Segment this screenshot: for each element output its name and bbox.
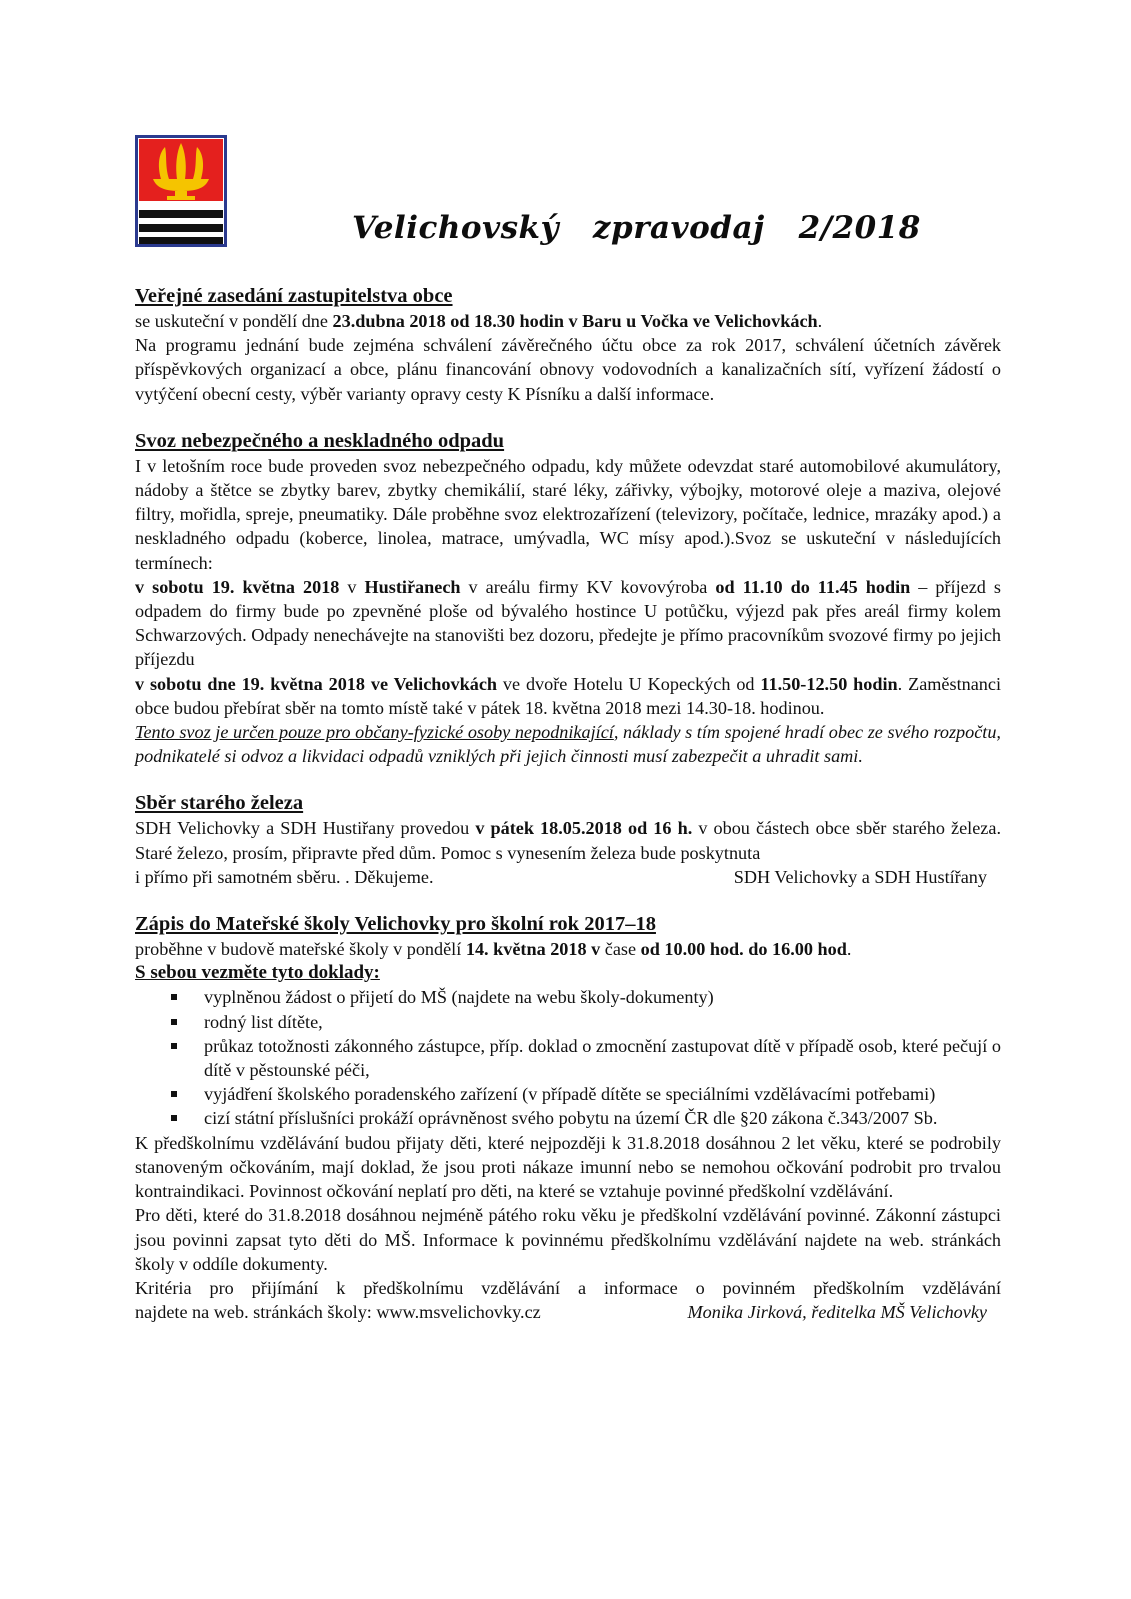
text: . bbox=[846, 939, 852, 960]
section-council-meeting bbox=[135, 283, 1001, 406]
meeting-date-line bbox=[135, 309, 1001, 333]
text: vyplněnou žádost o přijetí do MŠ (najdete na webu školy-dokumenty) bbox=[204, 987, 714, 1008]
heading-waste-collection: Svoz nebezpečného a neskladného odpadu bbox=[135, 429, 505, 452]
mandatory-preschool: Pro děti, které do 31.8.2018 dosáhnou nejméně pátého roku věku je předškolní vzdělávání povinné. Zákonní zástupci jsou povinni zapsat tyto děti do MŠ. Informace k povinnému předškolnímu vzdělávání najdete na web. stránkách školy v oddíle dokumenty. bbox=[135, 1205, 1001, 1274]
school-website-text: najdete na web. stránkách školy: www.msvelichovky.cz bbox=[135, 1302, 541, 1323]
text: v obou částech obce sběr starého železa. Staré železo, prosím, připravte před dům. Pomoc s vynesením železa bude poskytnuta bbox=[135, 818, 1001, 863]
text: . bbox=[817, 311, 823, 331]
list-item bbox=[171, 1010, 1001, 1034]
heading-scrap-iron: Sběr starého železa bbox=[135, 792, 304, 815]
section-scrap-iron bbox=[135, 790, 1001, 889]
text: 11.50-12.50 hodin bbox=[760, 673, 898, 694]
bullet-icon bbox=[171, 1043, 177, 1049]
text: 14. května 2018 v bbox=[465, 939, 601, 960]
text: v pátek 18.05.2018 od 16 h. bbox=[475, 818, 693, 839]
documents-list bbox=[135, 985, 1001, 1130]
text: cizí státní příslušníci prokáží oprávněnost svého pobytu na území ČR dle §20 zákona č.343/2007 Sb. bbox=[204, 1108, 938, 1129]
waste-intro: I v letošním roce bude proveden svoz nebezpečného odpadu, kdy můžete odevzdat staré automobilové akumulátory, nádoby a štětce se zbytky barev, zbytky chemikálií, staré léky, zářivky, výbojky, motorové oleje a maziva, olejové filtry, mořidla, spreje, pneumatiky. Dále proběhne svoz elektrozařízení (televizory, počítače, lednice, mrazáky apod.) a neskladného odpadu (koberce, linolea, matrace, umývadla, WC mísy apod.).Svoz se uskuteční v následujících termínech: bbox=[135, 455, 1001, 573]
text: čase bbox=[600, 939, 641, 960]
waste-term-hustirany bbox=[135, 575, 1001, 672]
text: ve dvoře Hotelu U Kopeckých od bbox=[497, 673, 761, 694]
thanks-text: i přímo při samotném sběru. . Děkujeme. bbox=[135, 866, 434, 887]
section-kindergarten bbox=[135, 911, 1001, 1324]
text: SDH Velichovky a SDH Hustiřany provedou bbox=[135, 818, 476, 839]
criteria-text: Kritéria pro přijímání k předškolnímu vzdělávání a informace o povinném předškolním vzdělávání bbox=[135, 1277, 1001, 1298]
text: od 10.00 hod. do 16.00 hod bbox=[640, 939, 847, 960]
bullet-icon bbox=[171, 1115, 177, 1121]
text: v areálu firmy KV kovovýroba bbox=[460, 576, 716, 597]
text: , náklady s tím spojené hradí obec ze svého rozpočtu, podnikatelé si odvoz a likvidaci odpadů vzniklých při jejich činnosti musí zabezpečit a uhradit sami. bbox=[135, 722, 1001, 767]
scrap-iron-text bbox=[135, 816, 1001, 864]
kindergarten-date bbox=[135, 937, 1001, 961]
text: vyjádření školského poradenského zařízení (v případě dítěte se speciálními vzdělávacími potřebami) bbox=[204, 1084, 936, 1105]
kindergarten-signoff bbox=[135, 1300, 1001, 1324]
scrap-iron-signoff bbox=[135, 865, 1001, 889]
text: Hustiřanech bbox=[364, 576, 461, 597]
bullet-icon bbox=[171, 994, 177, 1000]
waste-note bbox=[135, 720, 1001, 768]
signature: SDH Velichovky a SDH Hustířany bbox=[733, 866, 987, 887]
text: v sobotu dne 19. května 2018 ve Velichovkách bbox=[135, 673, 498, 694]
article-body bbox=[135, 283, 1001, 1346]
text: průkaz totožnosti zákonného zástupce, příp. doklad o zmocnění zastupovat dítě v případě osob, které pečují o dítě v pěstounské péči, bbox=[204, 1035, 1001, 1081]
text: Tento svoz je určen pouze pro občany-fyzické osoby nepodnikající bbox=[135, 722, 614, 743]
waste-term-velichovky bbox=[135, 672, 1001, 720]
text: se uskuteční v pondělí dne bbox=[135, 311, 333, 331]
bullet-icon bbox=[171, 1091, 177, 1097]
text: proběhne v budově mateřské školy v pondělí bbox=[135, 939, 466, 960]
text: rodný list dítěte, bbox=[204, 1011, 323, 1032]
coat-of-arms-icon bbox=[135, 135, 227, 247]
text: – příjezd s odpadem do firmy bude po zpevněné ploše od bývalého hostince U potůčku, výjezd pak přes areál firmy kolem Schwarzových. Odpady nenechávejte na stanovišti bez dozoru, předejte je přímo pracovníkům svozové firmy po jejich příjezdu bbox=[135, 576, 1001, 670]
list-item bbox=[171, 1034, 1001, 1082]
bullet-icon bbox=[171, 1019, 177, 1025]
admission-conditions: K předškolnímu vzdělávání budou přijaty děti, které nejpozději k 31.8.2018 dosáhnou 2 let věku, které se podrobily stanoveným očkováním, mají doklad, že jsou proti nákaze imunní nebo se nemohou očkování podrobit pro trvalou kontraindikaci. Povinnost očkování neplatí pro děti, na které se vztahuje povinné předškolní vzdělávání. bbox=[135, 1132, 1001, 1202]
text: v sobotu 19. května 2018 bbox=[135, 576, 340, 597]
list-item bbox=[171, 1082, 1001, 1106]
documents-title: S sebou vezměte tyto doklady: bbox=[135, 962, 380, 984]
list-item bbox=[171, 1106, 1001, 1130]
text: od 11.10 do 11.45 hodin bbox=[715, 576, 911, 597]
meeting-agenda: Na programu jednání bude zejména schválení závěrečného účtu obce za rok 2017, schválení účetních závěrek příspěvkových organizací a obce, plánu financování obnovy vodovodních a kanalizačních sítí, vyřízení žádostí o vytýčení obecní cesty, výběr varianty opravy cesty K Písníku a další informace. bbox=[135, 335, 1001, 404]
text: . Zaměstnanci obce budou přebírat sběr na tomto místě také v pátek 18. května 2018 mezi 14.30-18. hodinou. bbox=[135, 673, 1002, 718]
meeting-datetime: 23.dubna 2018 od 18.30 hodin v Baru u Vočka ve Velichovkách bbox=[332, 311, 818, 331]
heading-kindergarten: Zápis do Mateřské školy Velichovky pro školní rok 2017–18 bbox=[135, 913, 656, 936]
list-item bbox=[171, 985, 1001, 1009]
text: v bbox=[339, 576, 365, 597]
section-waste-collection bbox=[135, 428, 1001, 769]
heading-council-meeting: Veřejné zasedání zastupitelstva obce bbox=[135, 285, 453, 307]
newsletter-title: Velichovský zpravodaj 2/2018 bbox=[352, 210, 921, 246]
signature: Monika Jirková, ředitelka MŠ Velichovky bbox=[687, 1302, 987, 1323]
